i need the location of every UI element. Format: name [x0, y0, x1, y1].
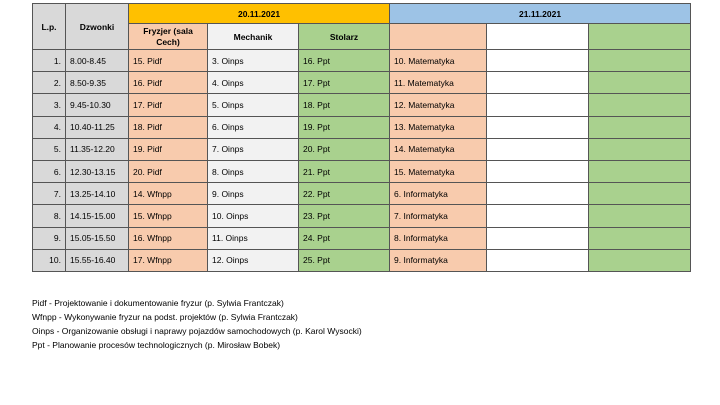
- cell-day2-group3: [589, 160, 691, 182]
- cell-stolarz: 16. Ppt: [299, 50, 390, 72]
- table-row: [33, 50, 691, 72]
- legend-item: Wfnpp - Wykonywanie fryzur na podst. projektów (p. Sylwia Frantczak): [32, 312, 298, 322]
- schedule-table: [32, 3, 691, 272]
- row-time: 10.40-11.25: [66, 116, 129, 138]
- header-date-2: 21.11.2021: [390, 4, 691, 24]
- cell-stolarz: 22. Ppt: [299, 183, 390, 205]
- cell-mechanik: 9. Oinps: [208, 183, 299, 205]
- cell-fryzjer: 18. Pidf: [129, 116, 208, 138]
- table-row: [33, 160, 691, 182]
- cell-day2-group1: 8. Informatyka: [390, 227, 487, 249]
- table-row: [33, 138, 691, 160]
- cell-fryzjer: 15. Pidf: [129, 50, 208, 72]
- cell-fryzjer: 16. Pidf: [129, 72, 208, 94]
- cell-mechanik: 8. Oinps: [208, 160, 299, 182]
- row-time: 12.30-13.15: [66, 160, 129, 182]
- row-time: 13.25-14.10: [66, 183, 129, 205]
- cell-stolarz: 17. Ppt: [299, 72, 390, 94]
- day2-empty-header-1: [390, 24, 487, 50]
- table-row: [33, 94, 691, 116]
- row-number: 5.: [33, 138, 66, 160]
- cell-fryzjer: 17. Wfnpp: [129, 249, 208, 271]
- row-time: 9.45-10.30: [66, 94, 129, 116]
- cell-mechanik: 4. Oinps: [208, 72, 299, 94]
- legend-item: Ppt - Planowanie procesów technologicznych (p. Mirosław Bobek): [32, 340, 281, 350]
- cell-day2-group2: [487, 50, 589, 72]
- cell-fryzjer: 16. Wfnpp: [129, 227, 208, 249]
- row-number: 9.: [33, 227, 66, 249]
- cell-mechanik: 10. Oinps: [208, 205, 299, 227]
- cell-mechanik: 3. Oinps: [208, 50, 299, 72]
- cell-day2-group2: [487, 72, 589, 94]
- cell-day2-group1: 13. Matematyka: [390, 116, 487, 138]
- cell-mechanik: 5. Oinps: [208, 94, 299, 116]
- header-lp: L.p.: [33, 4, 66, 50]
- row-number: 2.: [33, 72, 66, 94]
- cell-day2-group3: [589, 227, 691, 249]
- table-row: [33, 183, 691, 205]
- cell-day2-group2: [487, 138, 589, 160]
- cell-day2-group3: [589, 205, 691, 227]
- cell-day2-group2: [487, 227, 589, 249]
- schedule-rows: [33, 50, 691, 272]
- cell-stolarz: 18. Ppt: [299, 94, 390, 116]
- cell-day2-group3: [589, 183, 691, 205]
- row-number: 3.: [33, 94, 66, 116]
- cell-day2-group1: 7. Informatyka: [390, 205, 487, 227]
- row-time: 8.00-8.45: [66, 50, 129, 72]
- header-group-mechanik: Mechanik: [208, 24, 299, 50]
- row-number: 1.: [33, 50, 66, 72]
- row-time: 15.05-15.50: [66, 227, 129, 249]
- day2-empty-header-3: [589, 24, 691, 50]
- cell-day2-group3: [589, 116, 691, 138]
- row-time: 8.50-9.35: [66, 72, 129, 94]
- cell-fryzjer: 15. Wfnpp: [129, 205, 208, 227]
- row-number: 6.: [33, 160, 66, 182]
- row-number: 7.: [33, 183, 66, 205]
- cell-day2-group1: 11. Matematyka: [390, 72, 487, 94]
- cell-mechanik: 12. Oinps: [208, 249, 299, 271]
- row-time: 11.35-12.20: [66, 138, 129, 160]
- cell-day2-group3: [589, 50, 691, 72]
- legend-item: Pidf - Projektowanie i dokumentowanie fryzur (p. Sylwia Frantczak): [32, 298, 284, 308]
- cell-day2-group2: [487, 116, 589, 138]
- row-number: 4.: [33, 116, 66, 138]
- header-date-1: 20.11.2021: [129, 4, 390, 24]
- cell-day2-group1: 14. Matematyka: [390, 138, 487, 160]
- cell-stolarz: 24. Ppt: [299, 227, 390, 249]
- row-number: 8.: [33, 205, 66, 227]
- cell-day2-group1: 10. Matematyka: [390, 50, 487, 72]
- cell-day2-group2: [487, 160, 589, 182]
- cell-stolarz: 21. Ppt: [299, 160, 390, 182]
- row-time: 15.55-16.40: [66, 249, 129, 271]
- cell-day2-group2: [487, 94, 589, 116]
- cell-stolarz: 19. Ppt: [299, 116, 390, 138]
- legend: [32, 296, 362, 352]
- table-row: [33, 227, 691, 249]
- header-group-stolarz: Stolarz: [299, 24, 390, 50]
- table-row: [33, 205, 691, 227]
- cell-day2-group1: 12. Matematyka: [390, 94, 487, 116]
- cell-day2-group1: 15. Matematyka: [390, 160, 487, 182]
- cell-fryzjer: 19. Pidf: [129, 138, 208, 160]
- legend-item: Oinps - Organizowanie obsługi i naprawy pojazdów samochodowych (p. Karol Wysocki): [32, 326, 362, 336]
- cell-mechanik: 7. Oinps: [208, 138, 299, 160]
- cell-mechanik: 11. Oinps: [208, 227, 299, 249]
- cell-day2-group3: [589, 249, 691, 271]
- row-time: 14.15-15.00: [66, 205, 129, 227]
- table-row: [33, 249, 691, 271]
- cell-mechanik: 6. Oinps: [208, 116, 299, 138]
- cell-fryzjer: 14. Wfnpp: [129, 183, 208, 205]
- day2-empty-header-2: [487, 24, 589, 50]
- cell-day2-group2: [487, 205, 589, 227]
- table-row: [33, 116, 691, 138]
- cell-day2-group3: [589, 94, 691, 116]
- cell-day2-group2: [487, 249, 589, 271]
- cell-stolarz: 23. Ppt: [299, 205, 390, 227]
- cell-day2-group2: [487, 183, 589, 205]
- header-group-fryzjer: Fryzjer (sala Cech): [129, 24, 208, 50]
- cell-stolarz: 25. Ppt: [299, 249, 390, 271]
- cell-day2-group3: [589, 138, 691, 160]
- row-number: 10.: [33, 249, 66, 271]
- table-row: [33, 72, 691, 94]
- cell-day2-group1: 6. Informatyka: [390, 183, 487, 205]
- cell-day2-group3: [589, 72, 691, 94]
- header-dzwonki: Dzwonki: [66, 4, 129, 50]
- cell-day2-group1: 9. Informatyka: [390, 249, 487, 271]
- cell-fryzjer: 17. Pidf: [129, 94, 208, 116]
- cell-fryzjer: 20. Pidf: [129, 160, 208, 182]
- cell-stolarz: 20. Ppt: [299, 138, 390, 160]
